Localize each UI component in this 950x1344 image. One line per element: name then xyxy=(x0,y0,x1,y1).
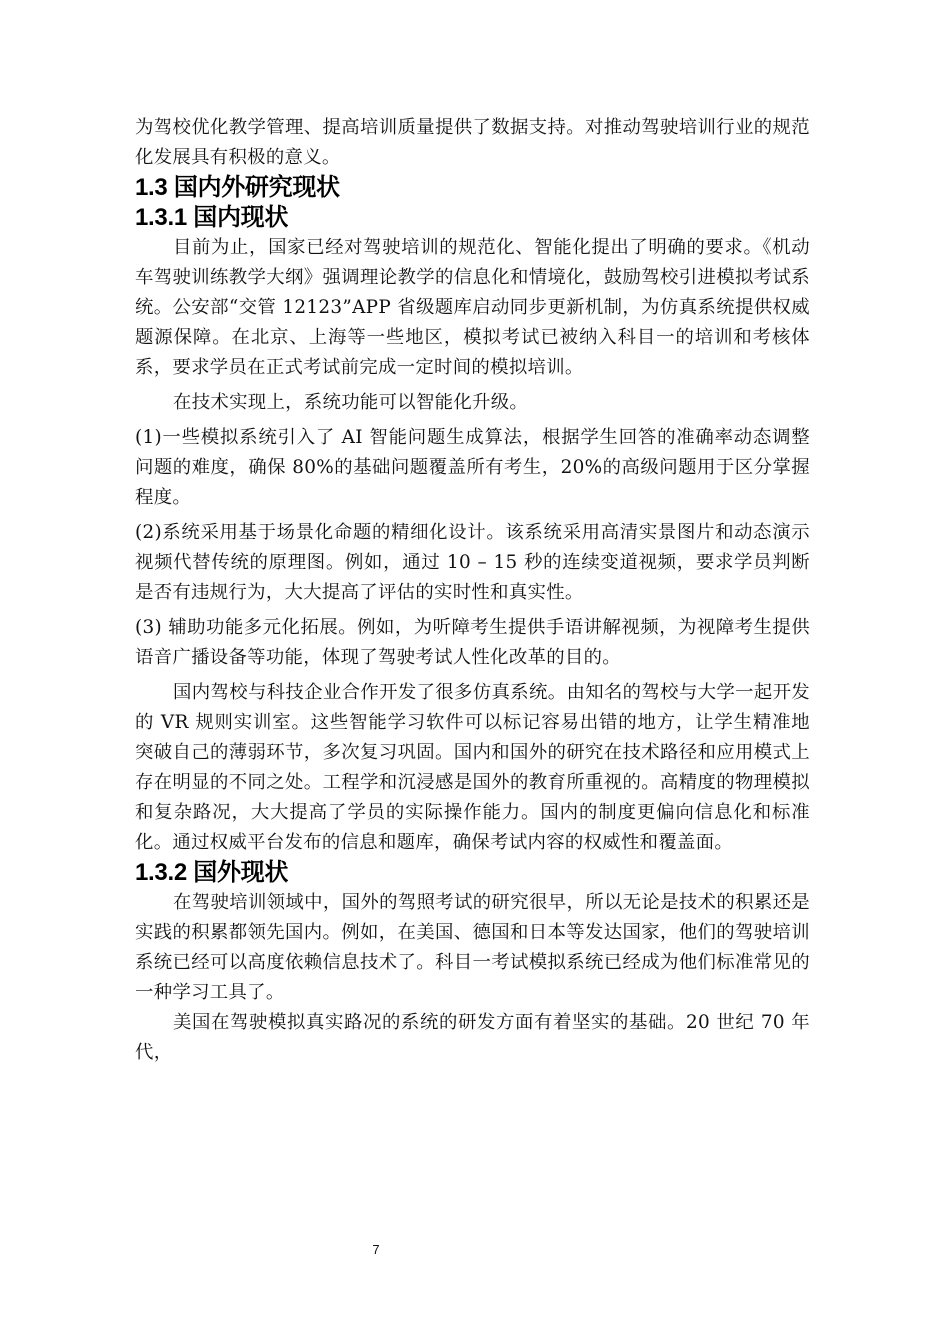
foreign-paragraph-2: 美国在驾驶模拟真实路况的系统的研发方面有着坚实的基础。20 世纪 70 年代， xyxy=(135,1012,810,1063)
domestic-list-item-2: (2)系统采用基于场景化命题的精细化设计。该系统采用高清实景图片和动态演示视频代替传统的原理图。例如，通过 10 – 15 秒的连续变道视频，要求学员判断是否有违规行为，大大提高了评估的实时性和真实性。 xyxy=(135,522,810,603)
domestic-list-item-1: (1)一些模拟系统引入了 AI 智能问题生成算法，根据学生回答的准确率动态调整问题的难度，确保 80%的基础问题覆盖所有考生，20%的高级问题用于区分掌握程度。 xyxy=(135,427,810,508)
domestic-paragraph-1: 目前为止，国家已经对驾驶培训的规范化、智能化提出了明确的要求。《机动车驾驶训练教学大纲》强调理论教学的信息化和情境化，鼓励驾校引进模拟考试系统。公安部“交管 12123”APP 省级题库启动同步更新机制，为仿真系统提供权威题源保障。在北京、上海等一些地区，模拟考试已被纳入科目一的培训和考核体系，要求学员在正式考试前完成一定时间的模拟培训。 xyxy=(135,237,810,378)
continuation-paragraph: 为驾校优化教学管理、提高培训质量提供了数据支持。对推动驾驶培训行业的规范化发展具有积极的意义。 xyxy=(135,117,810,168)
foreign-paragraph-1: 在驾驶培训领域中，国外的驾照考试的研究很早，所以无论是技术的积累还是实践的积累都领先国内。例如，在美国、德国和日本等发达国家，他们的驾驶培训系统已经可以高度依赖信息技术了。科目一考试模拟系统已经成为他们标准常见的一种学习工具了。 xyxy=(135,892,810,1003)
domestic-paragraph-3: 国内驾校与科技企业合作开发了很多仿真系统。由知名的驾校与大学一起开发的 VR 规则实训室。这些智能学习软件可以标记容易出错的地方，让学生精准地突破自己的薄弱环节，多次复习巩固。国内和国外的研究在技术路径和应用模式上存在明显的不同之处。工程学和沉浸感是国外的教育所重视的。高精度的物理模拟和复杂路况，大大提高了学员的实际操作能力。国内的制度更偏向信息化和标准化。通过权威平台发布的信息和题库，确保考试内容的权威性和覆盖面。 xyxy=(135,682,810,853)
page-content xyxy=(135,113,810,1068)
domestic-paragraph-2: 在技术实现上，系统功能可以智能化升级。 xyxy=(173,392,529,413)
section-heading-1-3-1: 1.3.1 国内现状 xyxy=(135,204,289,231)
section-heading-1-3-2: 1.3.2 国外现状 xyxy=(135,859,289,886)
domestic-list-item-3: (3) 辅助功能多元化拓展。例如，为听障考生提供手语讲解视频，为视障考生提供语音广播设备等功能，体现了驾驶考试人性化改革的目的。 xyxy=(135,617,810,668)
section-heading-1-3: 1.3 国内外研究现状 xyxy=(135,174,340,201)
page-number: 7 xyxy=(372,1242,380,1257)
